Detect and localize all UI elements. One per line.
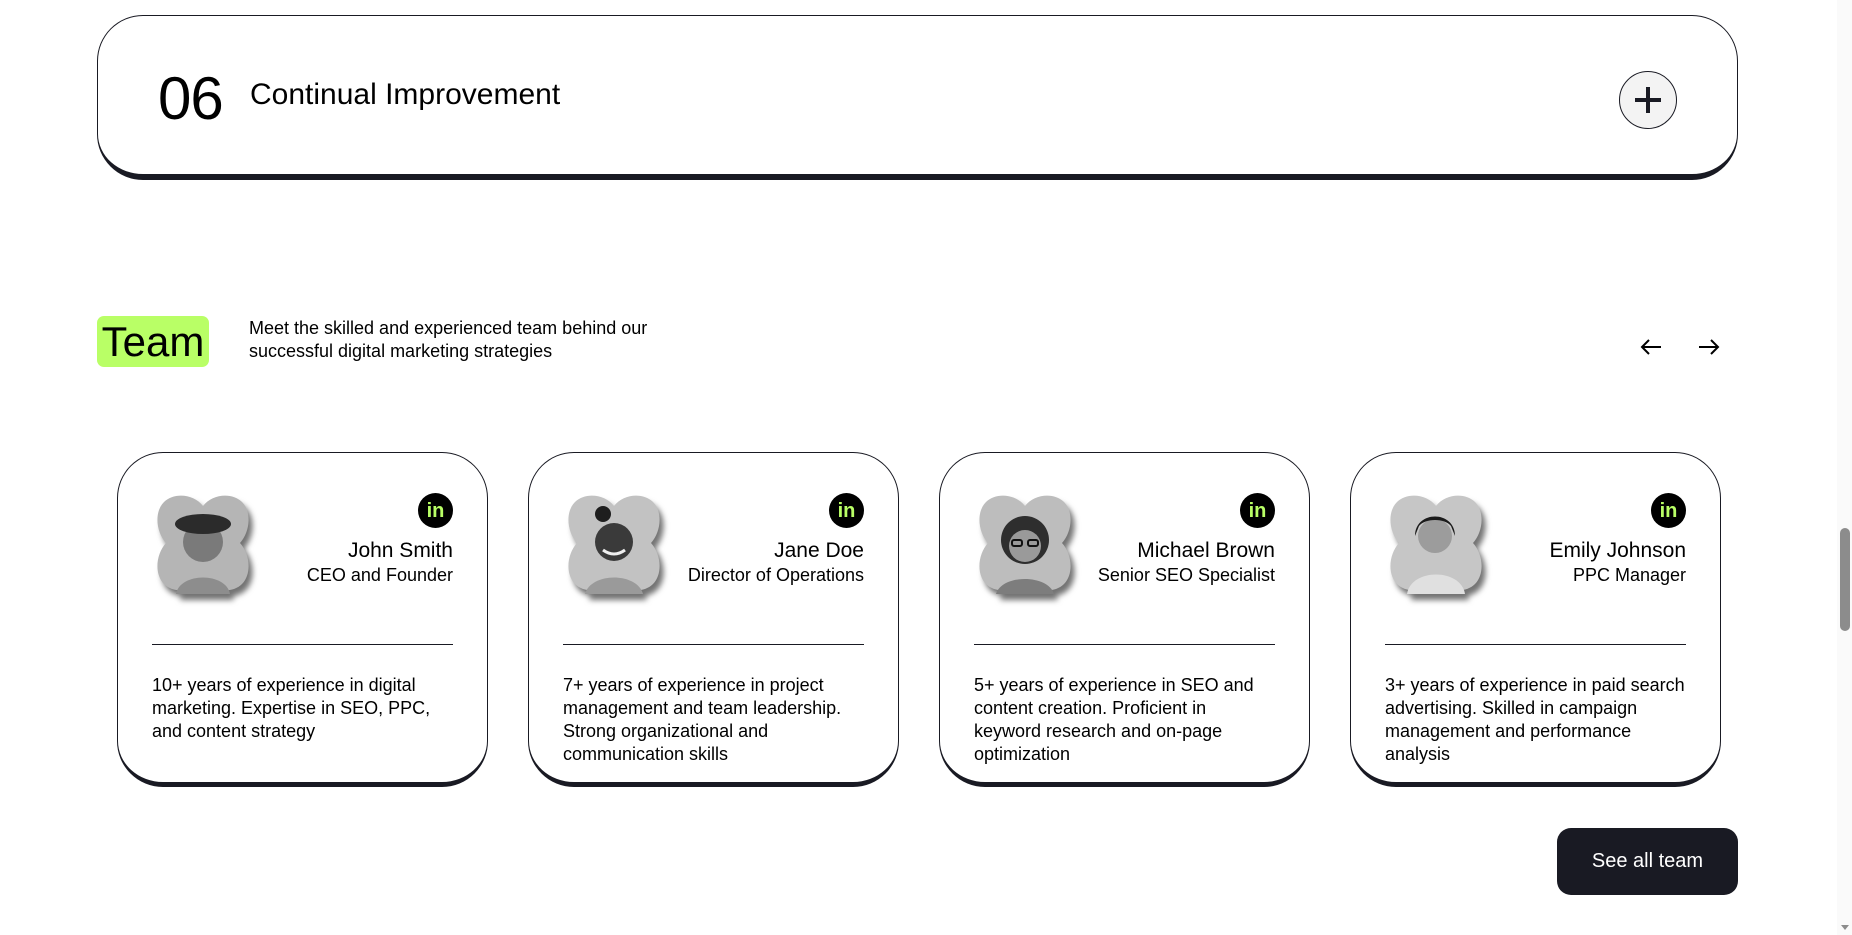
team-member-card [117, 452, 488, 787]
member-role: PPC Manager [1572, 565, 1686, 585]
member-name: Michael Brown [1137, 539, 1275, 562]
arrow-left-icon [1639, 337, 1663, 357]
carousel-prev-button[interactable] [1635, 331, 1667, 363]
divider [1385, 644, 1686, 645]
linkedin-icon[interactable]: in [829, 493, 864, 528]
member-bio: 10+ years of experience in digital marketing. Expertise in SEO, PPC, and content strategy [152, 675, 431, 741]
member-name: Emily Johnson [1549, 539, 1686, 562]
plus-icon [1633, 85, 1663, 115]
member-name: John Smith [347, 539, 453, 562]
scrollbar[interactable] [1837, 0, 1852, 935]
avatar [152, 492, 254, 594]
step-title: Continual Improvement [250, 78, 561, 111]
process-accordion-item[interactable] [97, 15, 1738, 180]
divider [974, 644, 1275, 645]
step-number: 06 [158, 65, 223, 132]
avatar [563, 492, 665, 594]
arrow-right-icon [1697, 337, 1721, 357]
member-role: CEO and Founder [306, 565, 453, 585]
team-member-card [1350, 452, 1721, 787]
linkedin-icon[interactable]: in [1240, 493, 1275, 528]
linkedin-icon[interactable]: in [418, 493, 453, 528]
member-bio: 7+ years of experience in project management and team leadership. Strong organizational and communication skills [563, 675, 842, 764]
member-bio: 5+ years of experience in SEO and content creation. Proficient in keyword research and on-page optimization [974, 675, 1254, 764]
avatar [1385, 492, 1487, 594]
divider [152, 644, 453, 645]
member-bio: 3+ years of experience in paid search advertising. Skilled in campaign management and performance analysis [1385, 675, 1685, 764]
avatar [974, 492, 1076, 594]
see-all-team-button[interactable]: See all team [1557, 828, 1738, 895]
team-member-card [939, 452, 1310, 787]
section-description: Meet the skilled and experienced team behind our successful digital marketing strategies [249, 318, 648, 361]
member-role: Senior SEO Specialist [1097, 565, 1275, 585]
scroll-down-icon[interactable] [1841, 925, 1849, 930]
member-name: Jane Doe [774, 539, 864, 562]
carousel-next-button[interactable] [1693, 331, 1725, 363]
expand-toggle-button[interactable] [1619, 71, 1677, 129]
linkedin-icon[interactable]: in [1651, 493, 1686, 528]
member-role: Director of Operations [687, 565, 864, 585]
section-title-team: Team [97, 316, 209, 367]
divider [563, 644, 864, 645]
team-member-card [528, 452, 899, 787]
scrollbar-thumb[interactable] [1840, 528, 1850, 631]
